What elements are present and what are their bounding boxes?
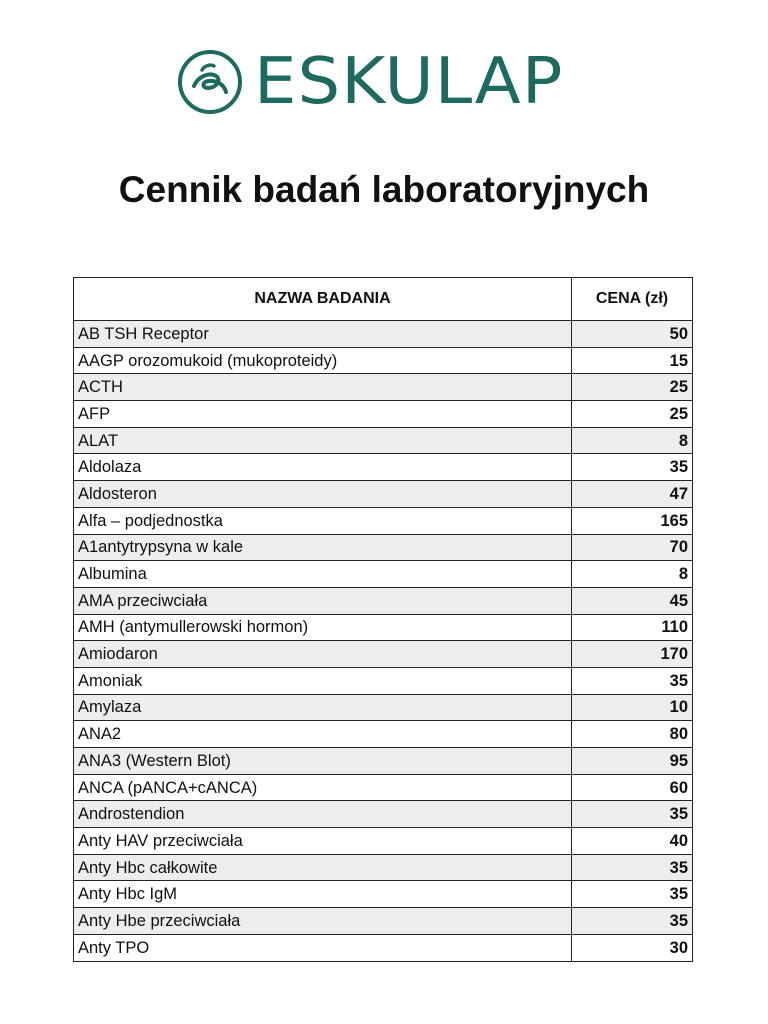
table-row	[74, 881, 693, 908]
test-price-cell: 8	[572, 561, 693, 588]
test-price-cell: 95	[572, 748, 693, 775]
test-price-cell: 25	[572, 374, 693, 401]
test-price-cell: 110	[572, 614, 693, 641]
test-name-cell: AFP	[74, 401, 572, 428]
table-row	[74, 587, 693, 614]
test-name-cell: ACTH	[74, 374, 572, 401]
test-name-cell: ANCA (pANCA+cANCA)	[74, 774, 572, 801]
test-price-cell: 165	[572, 507, 693, 534]
table-row	[74, 614, 693, 641]
table-row	[74, 774, 693, 801]
caduceus-logo-icon	[176, 48, 244, 116]
test-name-cell: Albumina	[74, 561, 572, 588]
test-price-cell: 80	[572, 721, 693, 748]
page-title: Cennik badań laboratoryjnych	[118, 169, 650, 210]
column-header-price: CENA (zł)	[572, 278, 693, 321]
test-price-cell: 45	[572, 587, 693, 614]
table-row	[74, 401, 693, 428]
test-price-cell: 35	[572, 854, 693, 881]
table-body	[74, 321, 693, 962]
price-table	[73, 277, 693, 962]
table-row	[74, 641, 693, 668]
test-name-cell: AMH (antymullerowski hormon)	[74, 614, 572, 641]
test-price-cell: 10	[572, 694, 693, 721]
test-name-cell: Amoniak	[74, 667, 572, 694]
test-price-cell: 35	[572, 908, 693, 935]
test-name-cell: Anty Hbe przeciwciała	[74, 908, 572, 935]
test-price-cell: 30	[572, 934, 693, 961]
table-row	[74, 374, 693, 401]
table-row	[74, 854, 693, 881]
table-row	[74, 347, 693, 374]
test-price-cell: 170	[572, 641, 693, 668]
table-row	[74, 934, 693, 961]
table-row	[74, 427, 693, 454]
table-row	[74, 828, 693, 855]
test-name-cell: A1antytrypsyna w kale	[74, 534, 572, 561]
test-name-cell: AAGP orozomukoid (mukoproteidy)	[74, 347, 572, 374]
test-price-cell: 8	[572, 427, 693, 454]
test-name-cell: AMA przeciwciała	[74, 587, 572, 614]
test-price-cell: 60	[572, 774, 693, 801]
table-row	[74, 507, 693, 534]
table-row	[74, 721, 693, 748]
test-price-cell: 15	[572, 347, 693, 374]
table-row	[74, 908, 693, 935]
test-name-cell: Aldosteron	[74, 481, 572, 508]
test-name-cell: Aldolaza	[74, 454, 572, 481]
table-row	[74, 694, 693, 721]
table-header-row	[74, 278, 693, 321]
table-row	[74, 481, 693, 508]
test-price-cell: 35	[572, 667, 693, 694]
table-row	[74, 454, 693, 481]
test-name-cell: ANA2	[74, 721, 572, 748]
test-name-cell: Anty HAV przeciwciała	[74, 828, 572, 855]
column-header-name: NAZWA BADANIA	[74, 278, 572, 321]
test-name-cell: Alfa – podjednostka	[74, 507, 572, 534]
table-row	[74, 667, 693, 694]
test-price-cell: 25	[572, 401, 693, 428]
test-price-cell: 40	[572, 828, 693, 855]
brand-name: ESKULAP	[254, 45, 564, 119]
test-name-cell: Anty Hbc całkowite	[74, 854, 572, 881]
test-price-cell: 70	[572, 534, 693, 561]
test-name-cell: Anty TPO	[74, 934, 572, 961]
test-price-cell: 50	[572, 321, 693, 348]
test-name-cell: Androstendion	[74, 801, 572, 828]
test-name-cell: ANA3 (Western Blot)	[74, 748, 572, 775]
test-name-cell: Amiodaron	[74, 641, 572, 668]
test-price-cell: 47	[572, 481, 693, 508]
test-name-cell: ALAT	[74, 427, 572, 454]
table-row	[74, 748, 693, 775]
table-row	[74, 801, 693, 828]
test-name-cell: Amylaza	[74, 694, 572, 721]
table-row	[74, 534, 693, 561]
test-price-cell: 35	[572, 801, 693, 828]
table-row	[74, 561, 693, 588]
test-name-cell: AB TSH Receptor	[74, 321, 572, 348]
test-name-cell: Anty Hbc IgM	[74, 881, 572, 908]
test-price-cell: 35	[572, 881, 693, 908]
table-row	[74, 321, 693, 348]
brand-logo	[176, 45, 596, 119]
test-price-cell: 35	[572, 454, 693, 481]
